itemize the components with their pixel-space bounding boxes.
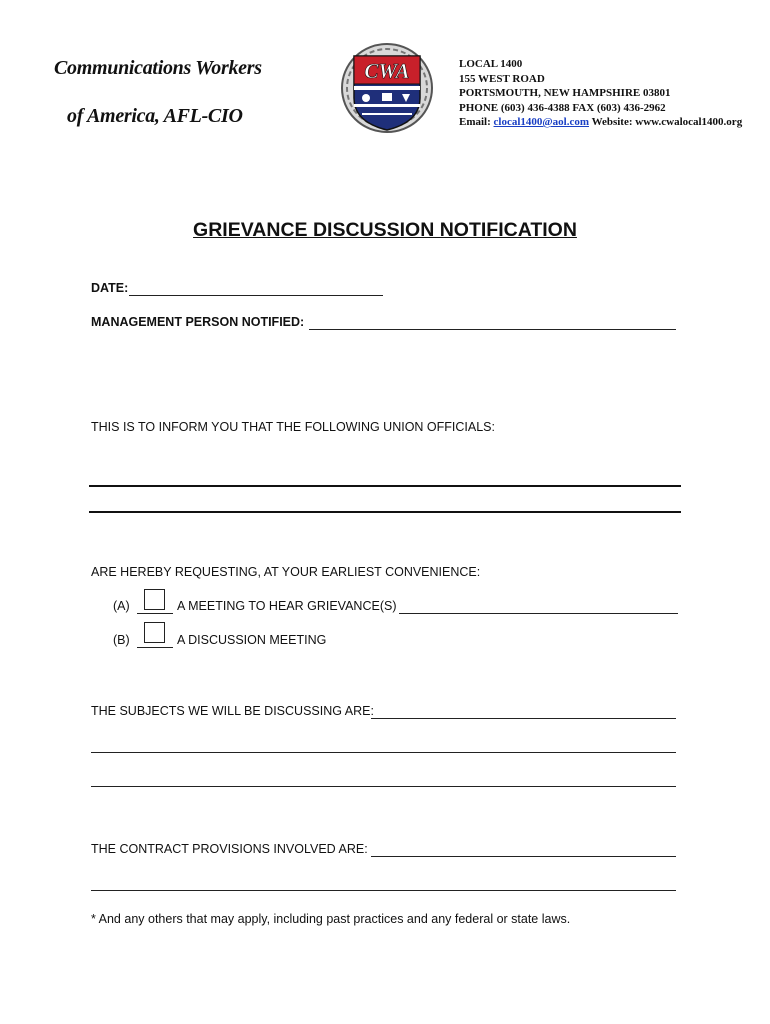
union-officials-line-1[interactable] bbox=[89, 485, 681, 487]
option-a-text: A MEETING TO HEAR GRIEVANCE(S) bbox=[177, 599, 397, 613]
inform-text: THIS IS TO INFORM YOU THAT THE FOLLOWING UNION OFFICIALS: bbox=[91, 420, 495, 434]
email-link[interactable]: clocal1400@aol.com bbox=[493, 116, 589, 128]
date-field[interactable] bbox=[129, 295, 383, 296]
subjects-label: THE SUBJECTS WE WILL BE DISCUSSING ARE: bbox=[91, 704, 374, 718]
subjects-field-1[interactable] bbox=[371, 718, 676, 719]
email-label: Email: bbox=[459, 116, 491, 128]
contract-provisions-label: THE CONTRACT PROVISIONS INVOLVED ARE: bbox=[91, 842, 368, 856]
street-address: 155 WEST ROAD bbox=[459, 72, 545, 85]
logo-text: CWA bbox=[364, 59, 410, 83]
cwa-logo bbox=[340, 42, 434, 134]
website-url: www.cwalocal1400.org bbox=[635, 116, 743, 128]
footnote: * And any others that may apply, including past practices and any federal or state laws. bbox=[91, 912, 571, 926]
option-b-checkbox[interactable] bbox=[144, 622, 165, 643]
local-number: LOCAL 1400 bbox=[459, 58, 523, 70]
contract-provisions-field-1[interactable] bbox=[371, 856, 676, 857]
grievance-field[interactable] bbox=[399, 613, 678, 614]
letterhead-address bbox=[459, 57, 742, 130]
management-person-field[interactable] bbox=[309, 329, 676, 330]
website-label: Website: bbox=[591, 116, 633, 128]
option-a-letter: (A) bbox=[113, 599, 130, 613]
phone-fax: PHONE (603) 436-4388 FAX (603) 436-2962 bbox=[459, 101, 666, 114]
option-b-letter: (B) bbox=[113, 633, 130, 647]
form-title: GRIEVANCE DISCUSSION NOTIFICATION bbox=[193, 219, 577, 241]
option-b-underline bbox=[137, 647, 173, 648]
org-name-line1: Communications Workers bbox=[54, 57, 262, 79]
org-name-line2: of America, AFL-CIO bbox=[67, 105, 243, 127]
date-label: DATE: bbox=[91, 281, 129, 295]
option-b-text: A DISCUSSION MEETING bbox=[177, 633, 327, 647]
union-officials-line-2[interactable] bbox=[89, 511, 681, 513]
subjects-field-2[interactable] bbox=[91, 752, 676, 753]
contact-line bbox=[459, 115, 742, 130]
contract-provisions-field-2[interactable] bbox=[91, 890, 676, 891]
option-a-underline bbox=[137, 613, 173, 614]
option-a-checkbox[interactable] bbox=[144, 589, 165, 610]
management-person-label: MANAGEMENT PERSON NOTIFIED: bbox=[91, 315, 305, 329]
city-state-zip: PORTSMOUTH, NEW HAMPSHIRE 03801 bbox=[459, 87, 671, 99]
subjects-field-3[interactable] bbox=[91, 786, 676, 787]
requesting-text: ARE HEREBY REQUESTING, AT YOUR EARLIEST CONVENIENCE: bbox=[91, 565, 481, 579]
